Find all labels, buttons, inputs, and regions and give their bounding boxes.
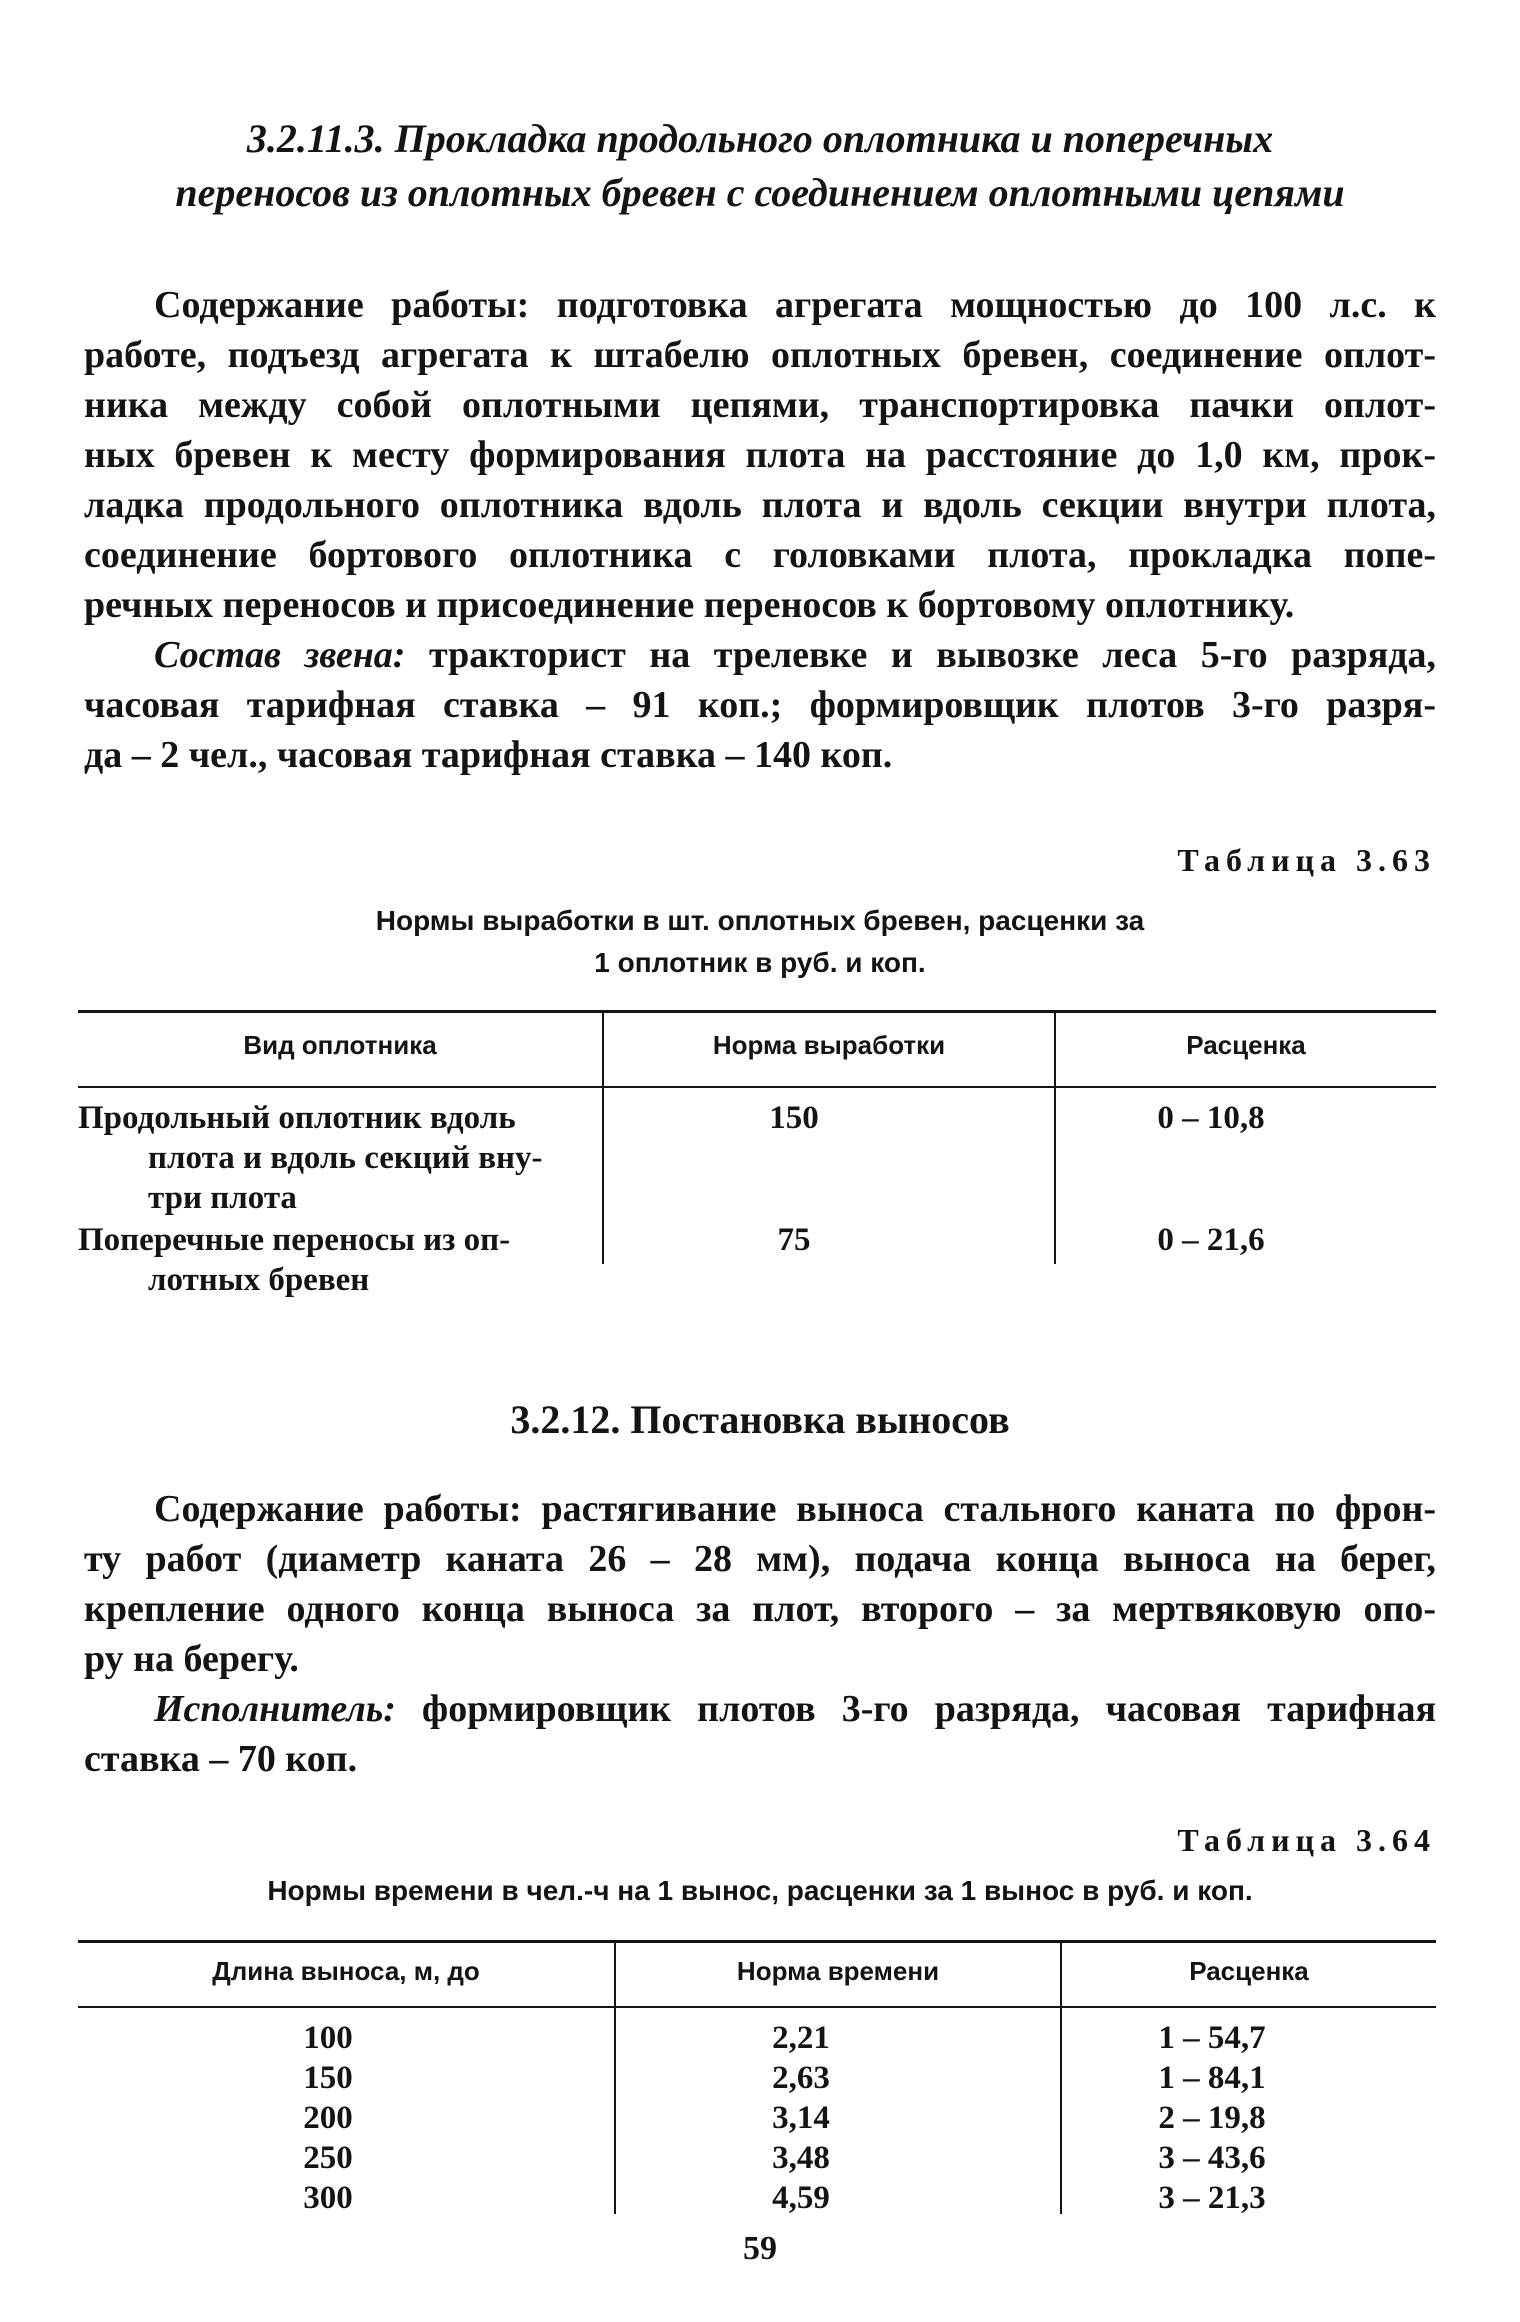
paragraph-line: работе, подъезд агрегата к штабелю оплотных бревен, соединение оплот- (84, 334, 1436, 376)
paragraph-line: Исполнитель: формировщик плотов 3-го разряда, часовая тарифная (154, 1688, 1436, 1730)
paragraph-line: соединение бортового оплотника с головками плота, прокладка попе- (84, 534, 1436, 576)
paragraph-line: ника между собой оплотными цепями, транспортировка пачки оплот- (84, 384, 1436, 426)
table-cell: 150 (303, 2060, 353, 2096)
table-cell: 2,63 (772, 2060, 830, 2096)
table-header-rule (78, 1086, 1436, 1088)
heading-line: 3.2.11.3. Прокладка продольного оплотника и поперечных (246, 116, 1274, 161)
table-cell: 1 – 84,1 (1158, 2060, 1266, 2096)
heading-line: переносов из оплотных бревен с соединением оплотными цепями (175, 170, 1345, 215)
paragraph-line: ставка – 70 коп. (84, 1738, 358, 1780)
table-row-type: Продольный оплотник вдоль плота и вдоль секций вну- три плота (78, 1100, 543, 1216)
crew-label: Состав звена: (154, 634, 406, 676)
table-cell: 3,48 (772, 2140, 830, 2176)
table-cell: 3 – 21,3 (1158, 2180, 1266, 2216)
paragraph-line: Содержание работы: подготовка агрегата мощностью до 100 л.с. к (154, 284, 1437, 326)
column-header: Норма времени (736, 1956, 940, 1986)
content-label: Содержание работы: (154, 1488, 522, 1530)
section-heading-3-2-12: 3.2.12. Постановка выносов (510, 1397, 1010, 1442)
table-cell-norm: 150 (769, 1100, 819, 1136)
table-top-rule (78, 1010, 1436, 1013)
table-header-rule (78, 2006, 1436, 2008)
paragraph-line: да – 2 чел., часовая тарифная ставка – 140 коп. (84, 734, 893, 776)
table-cell-rate: 0 – 10,8 (1157, 1100, 1265, 1136)
table-cell: 200 (303, 2100, 353, 2136)
worker-paragraph (84, 1684, 1436, 1784)
table-cell-norm: 75 (777, 1222, 811, 1258)
table-cell-rate: 0 – 21,6 (1157, 1222, 1265, 1258)
column-header: Длина выноса, м, до (212, 1956, 480, 1986)
table-caption: Нормы времени в чел.-ч на 1 вынос, расценки за 1 вынос в руб. и коп. (267, 1875, 1253, 1906)
table-column-norm (616, 2018, 986, 2218)
table-caption: Нормы выработки в шт. оплотных бревен, расценки за 1 оплотник в руб. и коп. (375, 905, 1145, 978)
table-label: Таблица 3.63 (1177, 842, 1436, 878)
column-header: Расценка (1186, 1030, 1306, 1060)
table-cell: 2 – 19,8 (1158, 2100, 1266, 2136)
table-cell: 300 (303, 2180, 353, 2216)
table-top-rule (78, 1940, 1436, 1943)
table-column-rate (1062, 2018, 1362, 2218)
table-row-type: Поперечные переносы из оп- лотных бревен (78, 1222, 511, 1298)
table-cell: 2,21 (772, 2020, 830, 2056)
paragraph-line: ру на берегу. (84, 1638, 299, 1680)
paragraph-line: ладка продольного оплотника вдоль плота и вдоль секции внутри плота, (84, 484, 1436, 526)
table-column-length (78, 2018, 578, 2218)
table-cell: 3 – 43,6 (1158, 2140, 1266, 2176)
paragraph-line: речных переносов и присоединение переносов к бортовому оплотнику. (84, 584, 1295, 626)
table-label: Таблица 3.64 (1177, 1822, 1436, 1858)
paragraph-line: Содержание работы: растягивание выноса стального каната по фрон- (154, 1488, 1436, 1530)
table-cell: 100 (303, 2020, 353, 2056)
column-header: Вид оплотника (243, 1030, 437, 1060)
worker-label: Исполнитель: (154, 1688, 396, 1730)
paragraph-line: ных бревен к месту формирования плота на расстояние до 1,0 км, прок- (84, 434, 1436, 476)
column-header: Расценка (1189, 1956, 1309, 1986)
work-content-paragraph (84, 280, 1436, 630)
paragraph-line: Состав звена: тракторист на трелевке и вывозке леса 5-го разряда, (154, 634, 1436, 676)
column-header: Норма выработки (712, 1030, 946, 1060)
table-cell: 1 – 54,7 (1158, 2020, 1266, 2056)
paragraph-line: часовая тарифная ставка – 91 коп.; формировщик плотов 3-го разря- (84, 684, 1436, 726)
table-cell: 250 (303, 2140, 353, 2176)
paragraph-line: ту работ (диаметр каната 26 – 28 мм), подача конца выноса на берег, (84, 1538, 1436, 1580)
section-heading-3-2-11-3 (120, 112, 1400, 220)
table-cell: 3,14 (772, 2100, 830, 2136)
paragraph-line: крепление одного конца выноса за плот, второго – за мертвяковую опо- (84, 1588, 1436, 1630)
crew-paragraph (84, 630, 1436, 780)
content-label: Содержание работы: (154, 284, 530, 326)
page-number: 59 (743, 2230, 777, 2267)
work-content-paragraph (84, 1484, 1436, 1684)
table-cell: 4,59 (772, 2180, 830, 2216)
